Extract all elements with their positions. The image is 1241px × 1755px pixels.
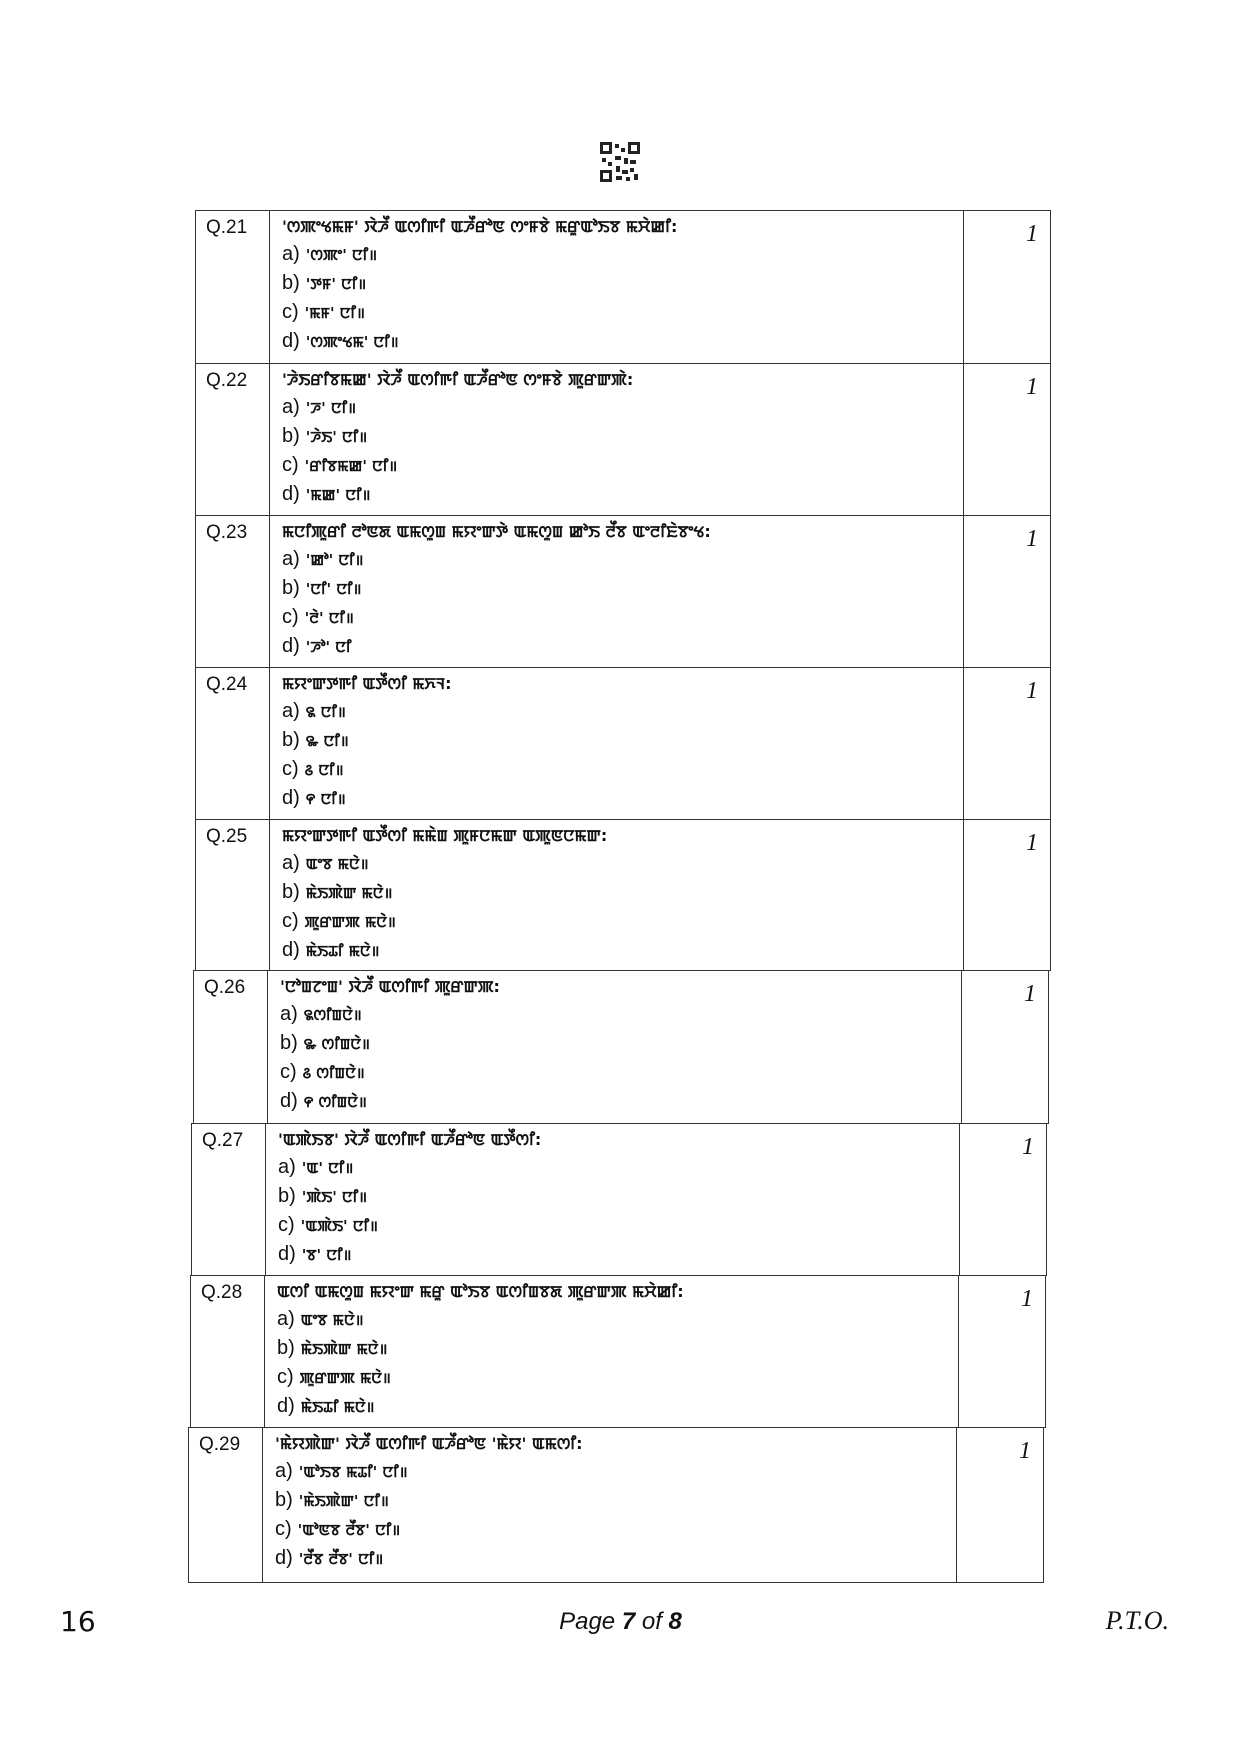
question-number: Q.26	[194, 971, 268, 1123]
option-key: b)	[277, 1337, 295, 1359]
answer-option	[282, 451, 963, 480]
question-body	[270, 820, 964, 970]
question-stem: 'ꯍꯥꯏꯔꯤꯕꯃꯀ' ꯋꯥꯍꯩ ꯑꯁꯤꯒꯤ ꯑꯍꯩꯔꯣꯟ ꯁꯦꯝꯕꯥ ꯄꯨꯔꯛꯄꯥ:	[282, 370, 634, 389]
answer-option	[275, 1515, 956, 1544]
question-number: Q.29	[189, 1428, 263, 1582]
answer-option	[278, 1240, 959, 1269]
option-text: 'ꯁꯄꯦꯠꯃ' ꯅꯤ॥	[305, 333, 399, 351]
option-key: a)	[282, 852, 300, 874]
question-row	[195, 667, 1051, 820]
answer-option	[282, 480, 963, 509]
question-stem: 'ꯁꯄꯦꯠꯃꯝ' ꯋꯥꯍꯩ ꯑꯁꯤꯒꯤ ꯑꯍꯩꯔꯣꯟ ꯁꯦꯝꯕꯥ ꯃꯔꯨꯑꯣꯏꯕ ꯃꯆꯥꯀꯤ:	[282, 217, 678, 236]
option-key: d)	[282, 483, 300, 505]
please-turn-over-label: P.T.O.	[1105, 1606, 1169, 1635]
question-marks: 1	[1022, 1134, 1034, 1160]
option-key: b)	[282, 729, 300, 751]
option-key: b)	[282, 577, 300, 599]
option-key: a)	[282, 700, 300, 722]
question-body	[265, 1276, 959, 1427]
question-row	[190, 1275, 1046, 1428]
option-key: b)	[278, 1185, 296, 1207]
option-key: c)	[275, 1518, 292, 1540]
question-row	[188, 1427, 1044, 1583]
option-key: d)	[282, 787, 300, 809]
option-text: 'ꯔꯤꯕꯃꯀ' ꯅꯤ॥	[304, 457, 398, 475]
option-text: ꯲ ꯅꯤ॥	[305, 703, 346, 721]
option-text: ꯃꯥꯏꯄꯥꯛ ꯃꯅꯥ॥	[305, 884, 393, 902]
question-stem: ꯃꯌꯦꯛꯇꯒꯤ ꯑꯇꯩꯁꯤ ꯃꯃꯥꯡ ꯄꯨꯝꯅꯃꯛ ꯑꯄꯨꯟꯅꯃꯛ:	[282, 826, 608, 845]
answer-option	[282, 269, 963, 298]
question-stem: ꯃꯌꯦꯛꯇꯒꯤ ꯑꯇꯩꯁꯤ ꯃꯈꯜ:	[282, 674, 452, 693]
answer-option	[277, 1334, 958, 1363]
option-key: a)	[280, 1003, 298, 1025]
question-body	[266, 1124, 960, 1275]
question-number: Q.23	[196, 516, 270, 667]
answer-option	[282, 936, 963, 965]
option-key: c)	[277, 1366, 294, 1388]
option-text: ꯲ꯁꯤꯡꯅꯥ॥	[303, 1006, 362, 1024]
question-marks: 1	[1026, 374, 1038, 400]
question-stem: 'ꯑꯄꯥꯏꯕ' ꯋꯥꯍꯩ ꯑꯁꯤꯒꯤ ꯑꯍꯩꯔꯣꯟ ꯑꯇꯩꯁꯤ:	[278, 1130, 542, 1149]
option-key: a)	[278, 1156, 296, 1178]
question-number: Q.27	[192, 1124, 266, 1275]
option-key: c)	[282, 758, 299, 780]
option-key: d)	[280, 1090, 298, 1112]
answer-option	[275, 1486, 956, 1515]
question-marks: 1	[1024, 981, 1036, 1007]
option-text: 'ꯃꯀ' ꯅꯤ॥	[305, 486, 371, 504]
option-key: d)	[275, 1547, 293, 1569]
answer-option	[282, 755, 963, 784]
answer-option	[282, 574, 963, 603]
answer-option	[282, 603, 963, 632]
question-number: Q.21	[196, 211, 270, 363]
option-text: 'ꯂꯩꯕ ꯂꯩꯕ' ꯅꯤ॥	[298, 1550, 384, 1568]
option-key: b)	[275, 1489, 293, 1511]
answer-option	[275, 1544, 956, 1573]
question-body	[270, 668, 964, 819]
option-key: b)	[282, 425, 300, 447]
option-text: 'ꯃꯝ' ꯅꯤ॥	[304, 304, 365, 322]
option-text: 'ꯑꯄꯥꯏ' ꯅꯤ॥	[300, 1217, 379, 1235]
answer-option	[282, 697, 963, 726]
question-row	[195, 363, 1051, 516]
option-text: 'ꯇꯝ' ꯅꯤ॥	[305, 275, 367, 293]
option-key: a)	[282, 548, 300, 570]
question-number: Q.25	[196, 820, 270, 970]
answer-option	[280, 1029, 961, 1058]
answer-option	[282, 393, 963, 422]
question-stem: ꯑꯁꯤ ꯑꯃꯁꯨꯡ ꯃꯌꯦꯛ ꯃꯔꯨ ꯑꯣꯏꯕ ꯑꯁꯤꯡꯕꯗ ꯄꯨꯔꯛꯄ ꯃꯆꯥꯀꯤ:	[277, 1282, 684, 1301]
option-text: 'ꯅꯤ' ꯅꯤ॥	[305, 580, 362, 598]
option-text: ꯃꯥꯏꯊꯤ ꯃꯅꯥ॥	[300, 1398, 375, 1416]
question-stem: 'ꯃꯥꯌꯄꯥꯛ' ꯋꯥꯍꯩ ꯑꯁꯤꯒꯤ ꯑꯍꯩꯔꯣꯟ 'ꯃꯥꯌ' ꯑꯃꯁꯤ:	[275, 1434, 583, 1453]
question-marks: 1	[1026, 526, 1038, 552]
answer-option	[282, 784, 963, 813]
option-key: c)	[278, 1214, 295, 1236]
option-key: d)	[278, 1243, 296, 1265]
option-text: 'ꯍ' ꯅꯤ॥	[305, 399, 357, 417]
option-key: c)	[280, 1061, 297, 1083]
option-text: ꯴ ꯁꯤꯡꯅꯥ॥	[302, 1064, 365, 1082]
question-number: Q.24	[196, 668, 270, 819]
option-text: 'ꯍꯥꯏ' ꯅꯤ॥	[305, 428, 368, 446]
option-text: 'ꯄꯥꯏ' ꯅꯤ॥	[301, 1188, 368, 1206]
answer-option	[282, 327, 963, 356]
answer-option	[282, 907, 963, 936]
question-number: Q.22	[196, 364, 270, 515]
question-body	[263, 1428, 957, 1582]
option-text: 'ꯍꯣ' ꯅꯤ	[305, 638, 352, 656]
option-text: ꯴ ꯅꯤ॥	[304, 761, 344, 779]
option-key: b)	[280, 1032, 298, 1054]
answer-option	[282, 240, 963, 269]
option-text: 'ꯑ' ꯅꯤ॥	[301, 1159, 354, 1177]
question-marks: 1	[1026, 830, 1038, 856]
option-key: c)	[282, 606, 299, 628]
option-key: b)	[282, 272, 300, 294]
option-text: 'ꯑꯣꯏꯕ ꯃꯊꯤ' ꯅꯤ॥	[298, 1463, 408, 1481]
question-row	[195, 515, 1051, 668]
question-body	[270, 516, 964, 667]
option-text: ꯵ ꯅꯤ॥	[305, 790, 346, 808]
question-body	[270, 364, 964, 515]
answer-option	[275, 1457, 956, 1486]
question-body	[268, 971, 962, 1123]
question-row	[193, 970, 1049, 1124]
answer-option	[280, 1087, 961, 1116]
answer-option	[282, 878, 963, 907]
option-text: ꯑꯦꯕ ꯃꯅꯥ॥	[300, 1311, 364, 1329]
option-key: c)	[282, 301, 299, 323]
question-marks: 1	[1021, 1286, 1033, 1312]
question-marks: 1	[1019, 1438, 1031, 1464]
answer-option	[277, 1392, 958, 1421]
option-key: d)	[282, 330, 300, 352]
answer-option	[282, 726, 963, 755]
option-text: ꯵ ꯁꯤꯡꯅꯥ॥	[303, 1093, 367, 1111]
footer-page-code: 16	[60, 1605, 96, 1638]
option-text: ꯑꯦꯕ ꯃꯅꯥ॥	[305, 855, 369, 873]
question-row	[191, 1123, 1047, 1276]
option-key: a)	[275, 1460, 293, 1482]
option-text: ꯃꯥꯏꯄꯥꯛ ꯃꯅꯥ॥	[300, 1340, 388, 1358]
question-row	[195, 819, 1051, 971]
option-text: ꯳ ꯅꯤ॥	[305, 732, 349, 750]
answer-option	[278, 1211, 959, 1240]
question-marks: 1	[1026, 221, 1038, 247]
answer-option	[282, 632, 963, 661]
option-text: ꯃꯥꯏꯊꯤ ꯃꯅꯥ॥	[305, 942, 380, 960]
option-text: 'ꯁꯄꯦ' ꯅꯤ॥	[305, 246, 378, 264]
option-key: c)	[282, 910, 299, 932]
option-key: a)	[282, 396, 300, 418]
option-text: ꯄꯨꯔꯛꯄ ꯃꯅꯥ॥	[304, 913, 396, 931]
question-marks: 1	[1026, 678, 1038, 704]
qr-code-icon	[600, 142, 640, 182]
option-text: ꯄꯨꯔꯛꯄ ꯃꯅꯥ॥	[299, 1369, 391, 1387]
question-stem: 'ꯅꯣꯡꯖꯦꯡ' ꯋꯥꯍꯩ ꯑꯁꯤꯒꯤ ꯄꯨꯔꯛꯄ:	[280, 977, 500, 996]
answer-option	[277, 1305, 958, 1334]
option-key: a)	[282, 243, 300, 265]
question-body	[270, 211, 964, 363]
answer-option	[278, 1153, 959, 1182]
option-text: ꯳ ꯁꯤꯡꯅꯥ॥	[303, 1035, 370, 1053]
option-text: 'ꯑꯣꯟꯕ ꯂꯩꯕ' ꯅꯤ॥	[297, 1521, 401, 1539]
answer-option	[280, 1000, 961, 1029]
page-number: Page 7 of 8	[559, 1608, 682, 1635]
option-key: a)	[277, 1308, 295, 1330]
answer-option	[280, 1058, 961, 1087]
answer-option	[282, 545, 963, 574]
option-text: 'ꯀꯣ' ꯅꯤ॥	[305, 551, 364, 569]
option-text: 'ꯃꯥꯏꯄꯥꯛ' ꯅꯤ॥	[298, 1492, 389, 1510]
answer-option	[282, 849, 963, 878]
answer-option	[282, 298, 963, 327]
question-row	[195, 210, 1051, 364]
question-stem: ꯃꯅꯤꯄꯨꯔꯤ ꯂꯣꯟꯗ ꯑꯃꯁꯨꯡ ꯃꯌꯦꯛꯇꯥ ꯑꯃꯁꯨꯡ ꯀꯣꯏ ꯂꯩꯕ ꯑꯦꯂꯤꯐꯥꯕꯦꯠ:	[282, 522, 711, 541]
question-number: Q.28	[191, 1276, 265, 1427]
answer-option	[278, 1182, 959, 1211]
option-text: 'ꯕ' ꯅꯤ॥	[301, 1246, 352, 1264]
option-key: d)	[282, 635, 300, 657]
option-text: 'ꯂꯥ' ꯅꯤ॥	[304, 609, 354, 627]
option-key: d)	[282, 939, 300, 961]
option-key: d)	[277, 1395, 295, 1417]
option-key: b)	[282, 881, 300, 903]
answer-option	[277, 1363, 958, 1392]
answer-option	[282, 422, 963, 451]
option-key: c)	[282, 454, 299, 476]
